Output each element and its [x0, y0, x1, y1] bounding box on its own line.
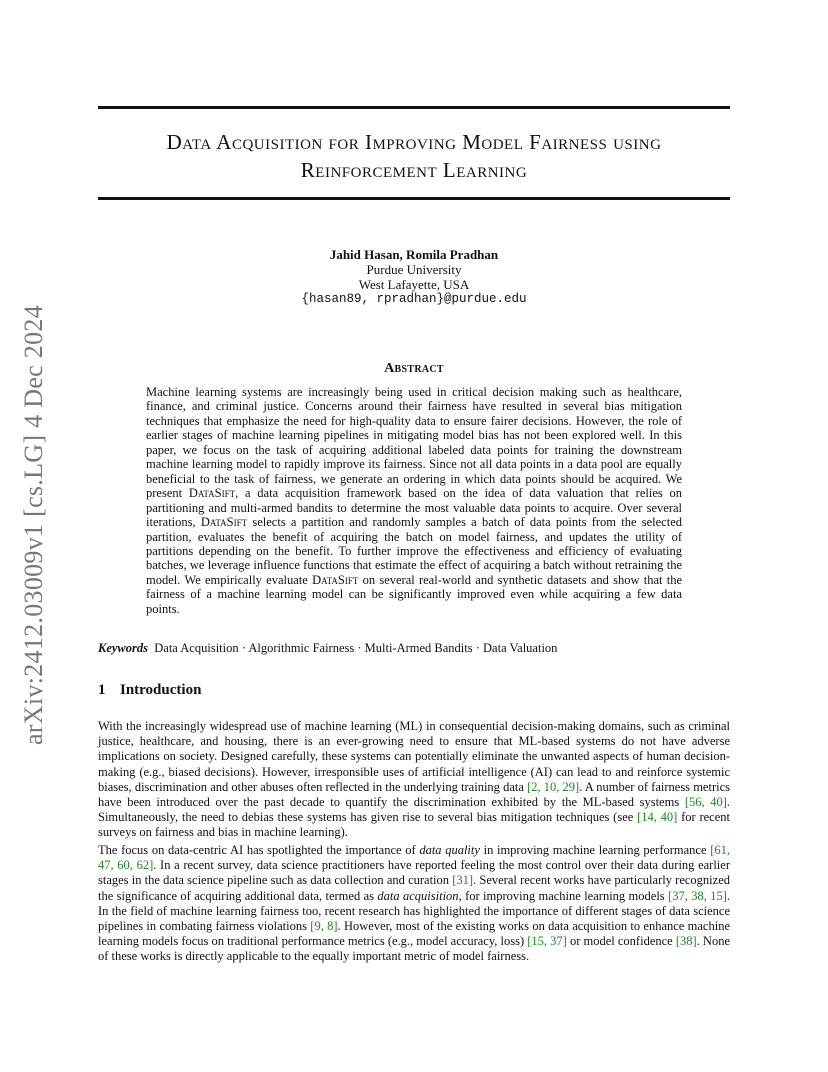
paper-title: [98, 128, 730, 184]
section-title: Introduction: [120, 682, 202, 698]
section-heading-introduction: [98, 682, 201, 699]
citation-link[interactable]: [38]: [675, 934, 697, 949]
author-block: [98, 247, 730, 307]
author-names: Jahid Hasan, Romila Pradhan: [329, 247, 499, 262]
abstract-heading: Abstract: [384, 361, 444, 376]
citation-link[interactable]: [14, 40]: [637, 810, 678, 825]
abstract-text-3: selects a partition and randomly samples a batch of data points from the selected partition, evaluates the benefit of acquiring the batch on model fairness, and updates the utility of partitions depending on the benefit. To further improve the effectiveness and efficiency of evaluating batches, we leverage influence functions that estimate the effect of acquiring a batch without retraining the model. We empirically evaluate: [146, 515, 682, 587]
para-text: or model confidence: [566, 934, 676, 949]
system-name: DataSift: [312, 572, 359, 587]
abstract-text-4: on several real-world and synthetic datasets and show that the fairness of a machine learning model can be significantly improved even while acquiring a few data points.: [146, 572, 682, 616]
emphasis-text: data acquisition: [377, 888, 459, 903]
title-top-rule: [98, 106, 730, 109]
citation-link[interactable]: [61, 47, 60, 62]: [98, 843, 730, 873]
system-name: DataSift: [188, 486, 236, 501]
author-location: West Lafayette, USA: [358, 277, 470, 292]
abstract-text-2: , a data acquisition framework based on the idea of data valuation that relies on partitioning and multi-armed bandits to determine the most valuable data points to acquire. Over several iterations,: [146, 486, 682, 530]
keywords-text: Data Acquisition · Algorithmic Fairness · Multi-Armed Bandits · Data Valuation: [154, 641, 558, 655]
keywords-label: Keywords: [98, 641, 148, 655]
intro-paragraph-1: [98, 719, 730, 841]
para-text: in improving machine learning performance: [479, 843, 711, 857]
author-email: {hasan89, rpradhan}@purdue.edu: [301, 292, 527, 306]
para-text: . In a recent survey, data science practitioners have reported feeling the most control over their data during earlier stages in the data science pipeline such as data collection and curation: [98, 858, 730, 888]
para-text: With the increasingly widespread use of machine learning (ML) in consequential decision-making domains, such as criminal justice, healthcare, and housing, there is an ever-growing need to ensure that ML-based systems do not have adverse implications on society. Designed carefully, these systems can potentially eliminate the unwanted aspects of human decision-making (e.g., biased decisions). However, irresponsible uses of artificial intelligence (AI) can lead to and reinforce systemic biases, discrimination and other abuses often reflected in the underlying training data: [98, 719, 730, 794]
para-text: . A number of fairness metrics have been introduced over the past decade to quantify the discrimination exhibited by the ML-based systems: [98, 779, 730, 810]
author-affiliation: Purdue University: [366, 262, 462, 277]
citation-link[interactable]: [2, 10, 29]: [527, 779, 580, 794]
system-name: DataSift: [200, 515, 248, 530]
para-text: , for improving machine learning models: [458, 888, 669, 903]
para-text: . In the field of machine learning fairness too, recent research has highlighted the importance of different stages of data science pipelines in combating fairness violations: [98, 888, 731, 934]
para-text: . None of these works is directly applicable to the equally important metric of model fairness.: [98, 934, 730, 964]
arxiv-identifier: arXiv:2412.03009v1 [cs.LG] 4 Dec 2024: [19, 304, 48, 746]
abstract-body: [146, 385, 682, 616]
para-text: The focus on data-centric AI has spotlighted the importance of: [98, 843, 420, 857]
title-line-1: Data Acquisition for Improving Model Fairness using: [166, 130, 662, 154]
para-text: . Several recent works have particularly recognized the significance of acquiring additional data, termed as: [98, 873, 730, 903]
para-text: . Simultaneously, the need to debias these systems has given rise to several bias mitigation techniques (see: [98, 795, 730, 825]
arxiv-sidebar: [14, 290, 54, 760]
emphasis-text: data quality: [419, 843, 480, 857]
citation-link[interactable]: [56, 40]: [684, 795, 727, 810]
citation-link[interactable]: [31]: [452, 873, 474, 888]
keywords-line: [98, 641, 730, 656]
citation-link[interactable]: [9, 8]: [310, 919, 338, 934]
citation-link[interactable]: [37, 38, 15]: [668, 888, 727, 903]
para-text: . However, most of the existing works on data acquisition to enhance machine learning models focus on traditional performance metrics (e.g., model accuracy, loss): [98, 919, 730, 949]
abstract-text-1: Machine learning systems are increasingly being used in critical decision making such as healthcare, finance, and criminal justice. Concerns around their fairness have resulted in several bias mitigation techniques that emphasize the need for high-quality data to ensure fairer decisions. However, the role of earlier stages of machine learning pipelines in mitigating model bias has not been explored well. In this paper, we focus on the task of acquiring additional labeled data points for training the downstream machine learning model to rapidly improve its fairness. Since not all data points in a data pool are equally beneficial to the task of fairness, we generate an ordering in which data points should be acquired. We present: [146, 385, 682, 501]
title-line-2: Reinforcement Learning: [300, 158, 528, 182]
citation-link[interactable]: [15, 37]: [527, 934, 567, 949]
intro-paragraph-2: [98, 843, 730, 965]
section-number: 1: [98, 682, 106, 698]
para-text: for recent surveys on fairness and bias in machine learning).: [98, 810, 730, 840]
title-bottom-rule: [98, 197, 730, 200]
